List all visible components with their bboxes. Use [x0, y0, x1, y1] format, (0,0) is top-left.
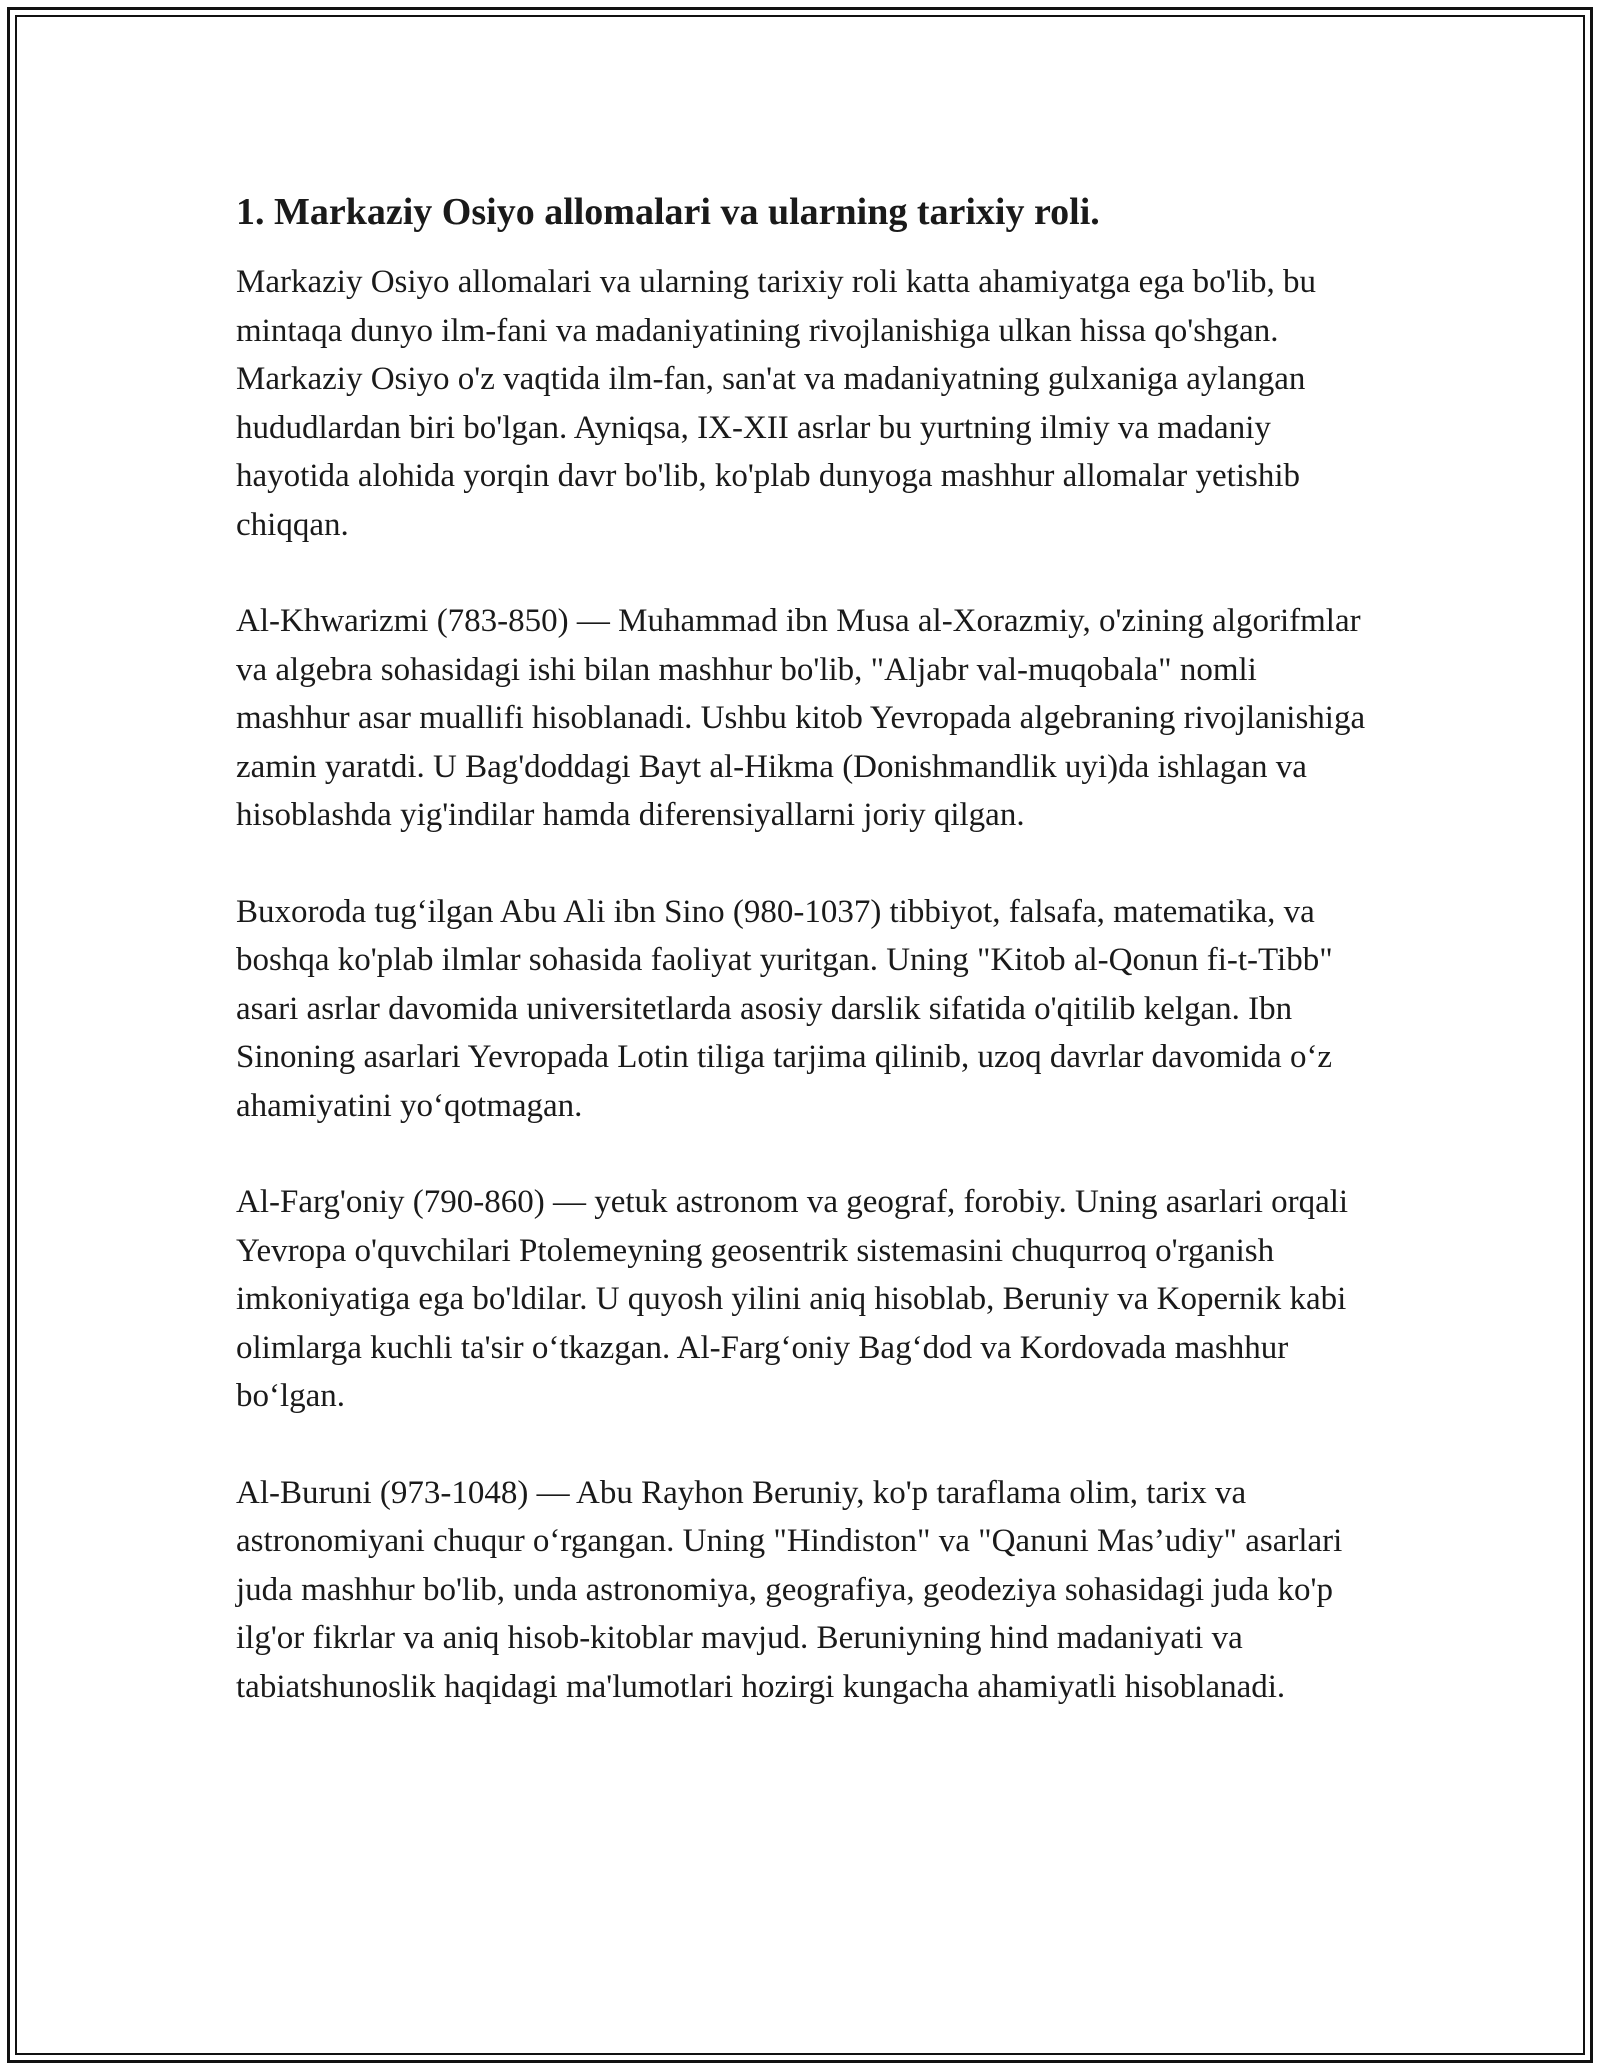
paragraph-ibn-sino: Buxoroda tug‘ilgan Abu Ali ibn Sino (980-1037) tibbiyot, falsafa, matematika, va boshqa ko'plab ilmlar sohasida faoliyat yuritgan. Uning "Kitob al-Qonun fi-t-Tibb" asari asrlar davomida universitetlarda asosiy darslik sifatida o'qitilib kelgan. Ibn Sinoning asarlari Yevropada Lotin tiliga tarjima qilinib, uzoq davrlar davomida o‘z ahamiyatini yo‘qotmagan.: [236, 893, 1333, 1124]
paragraph-al-fargoniy: Al-Farg'oniy (790-860) — yetuk astronom va geograf, forobiy. Uning asarlari orqali Yevropa o'quvchilari Ptolemeyning geosentrik sistemasini chuqurroq o'rganish imkoniyatiga ega bo'ldilar. U quyosh yilini aniq hisoblab, Beruniy va Kopernik kabi olimlarga kuchli ta'sir o‘tkazgan. Al-Farg‘oniy Bag‘dod va Kordovada mashhur bo‘lgan.: [236, 1184, 1349, 1414]
paragraph-al-khwarizmi: Al-Khwarizmi (783-850) — Muhammad ibn Musa al-Xorazmiy, o'zining algorifmlar va algebra sohasidagi ishi bilan mashhur bo'lib, "Aljabr val-muqobala" nomli mashhur asar muallifi hisoblanadi. Ushbu kitob Yevropada algebraning rivojlanishiga zamin yaratdi. U Bag'doddagi Bayt al-Hikma (Donishmandlik uyi)da ishlagan va hisoblashda yig'indilar hamda diferensiyallarni joriy qilgan.: [236, 603, 1366, 833]
section-heading: 1. Markaziy Osiyo allomalari va ularning tarixiy roli.: [236, 191, 1100, 233]
document-body: [236, 186, 1366, 1759]
paragraph-al-buruni: Al-Buruni (973-1048) — Abu Rayhon Beruniy, ko'p taraflama olim, tarix va astronomiyani chuqur o‘rgangan. Uning "Hindiston" va "Qanuni Mas’udiy" asarlari juda mashhur bo'lib, unda astronomiya, geografiya, geodeziya sohasidagi juda ko'p ilg'or fikrlar va aniq hisob-kitoblar mavjud. Beruniyning hind madaniyati va tabiatshunoslik haqidagi ma'lumotlari hozirgi kungacha ahamiyatli hisoblanadi.: [236, 1474, 1343, 1705]
paragraph-intro: Markaziy Osiyo allomalari va ularning tarixiy roli katta ahamiyatga ega bo'lib, bu mintaqa dunyo ilm-fani va madaniyatining rivojlanishiga ulkan hissa qo'shgan. Markaziy Osiyo o'z vaqtida ilm-fan, san'at va madaniyatning gulxaniga aylangan hududlardan biri bo'lgan. Ayniqsa, IX-XII asrlar bu yurtning ilmiy va madaniy hayotida alohida yorqin davr bo'lib, ko'plab dunyoga mashhur allomalar yetishib chiqqan.: [236, 264, 1316, 543]
